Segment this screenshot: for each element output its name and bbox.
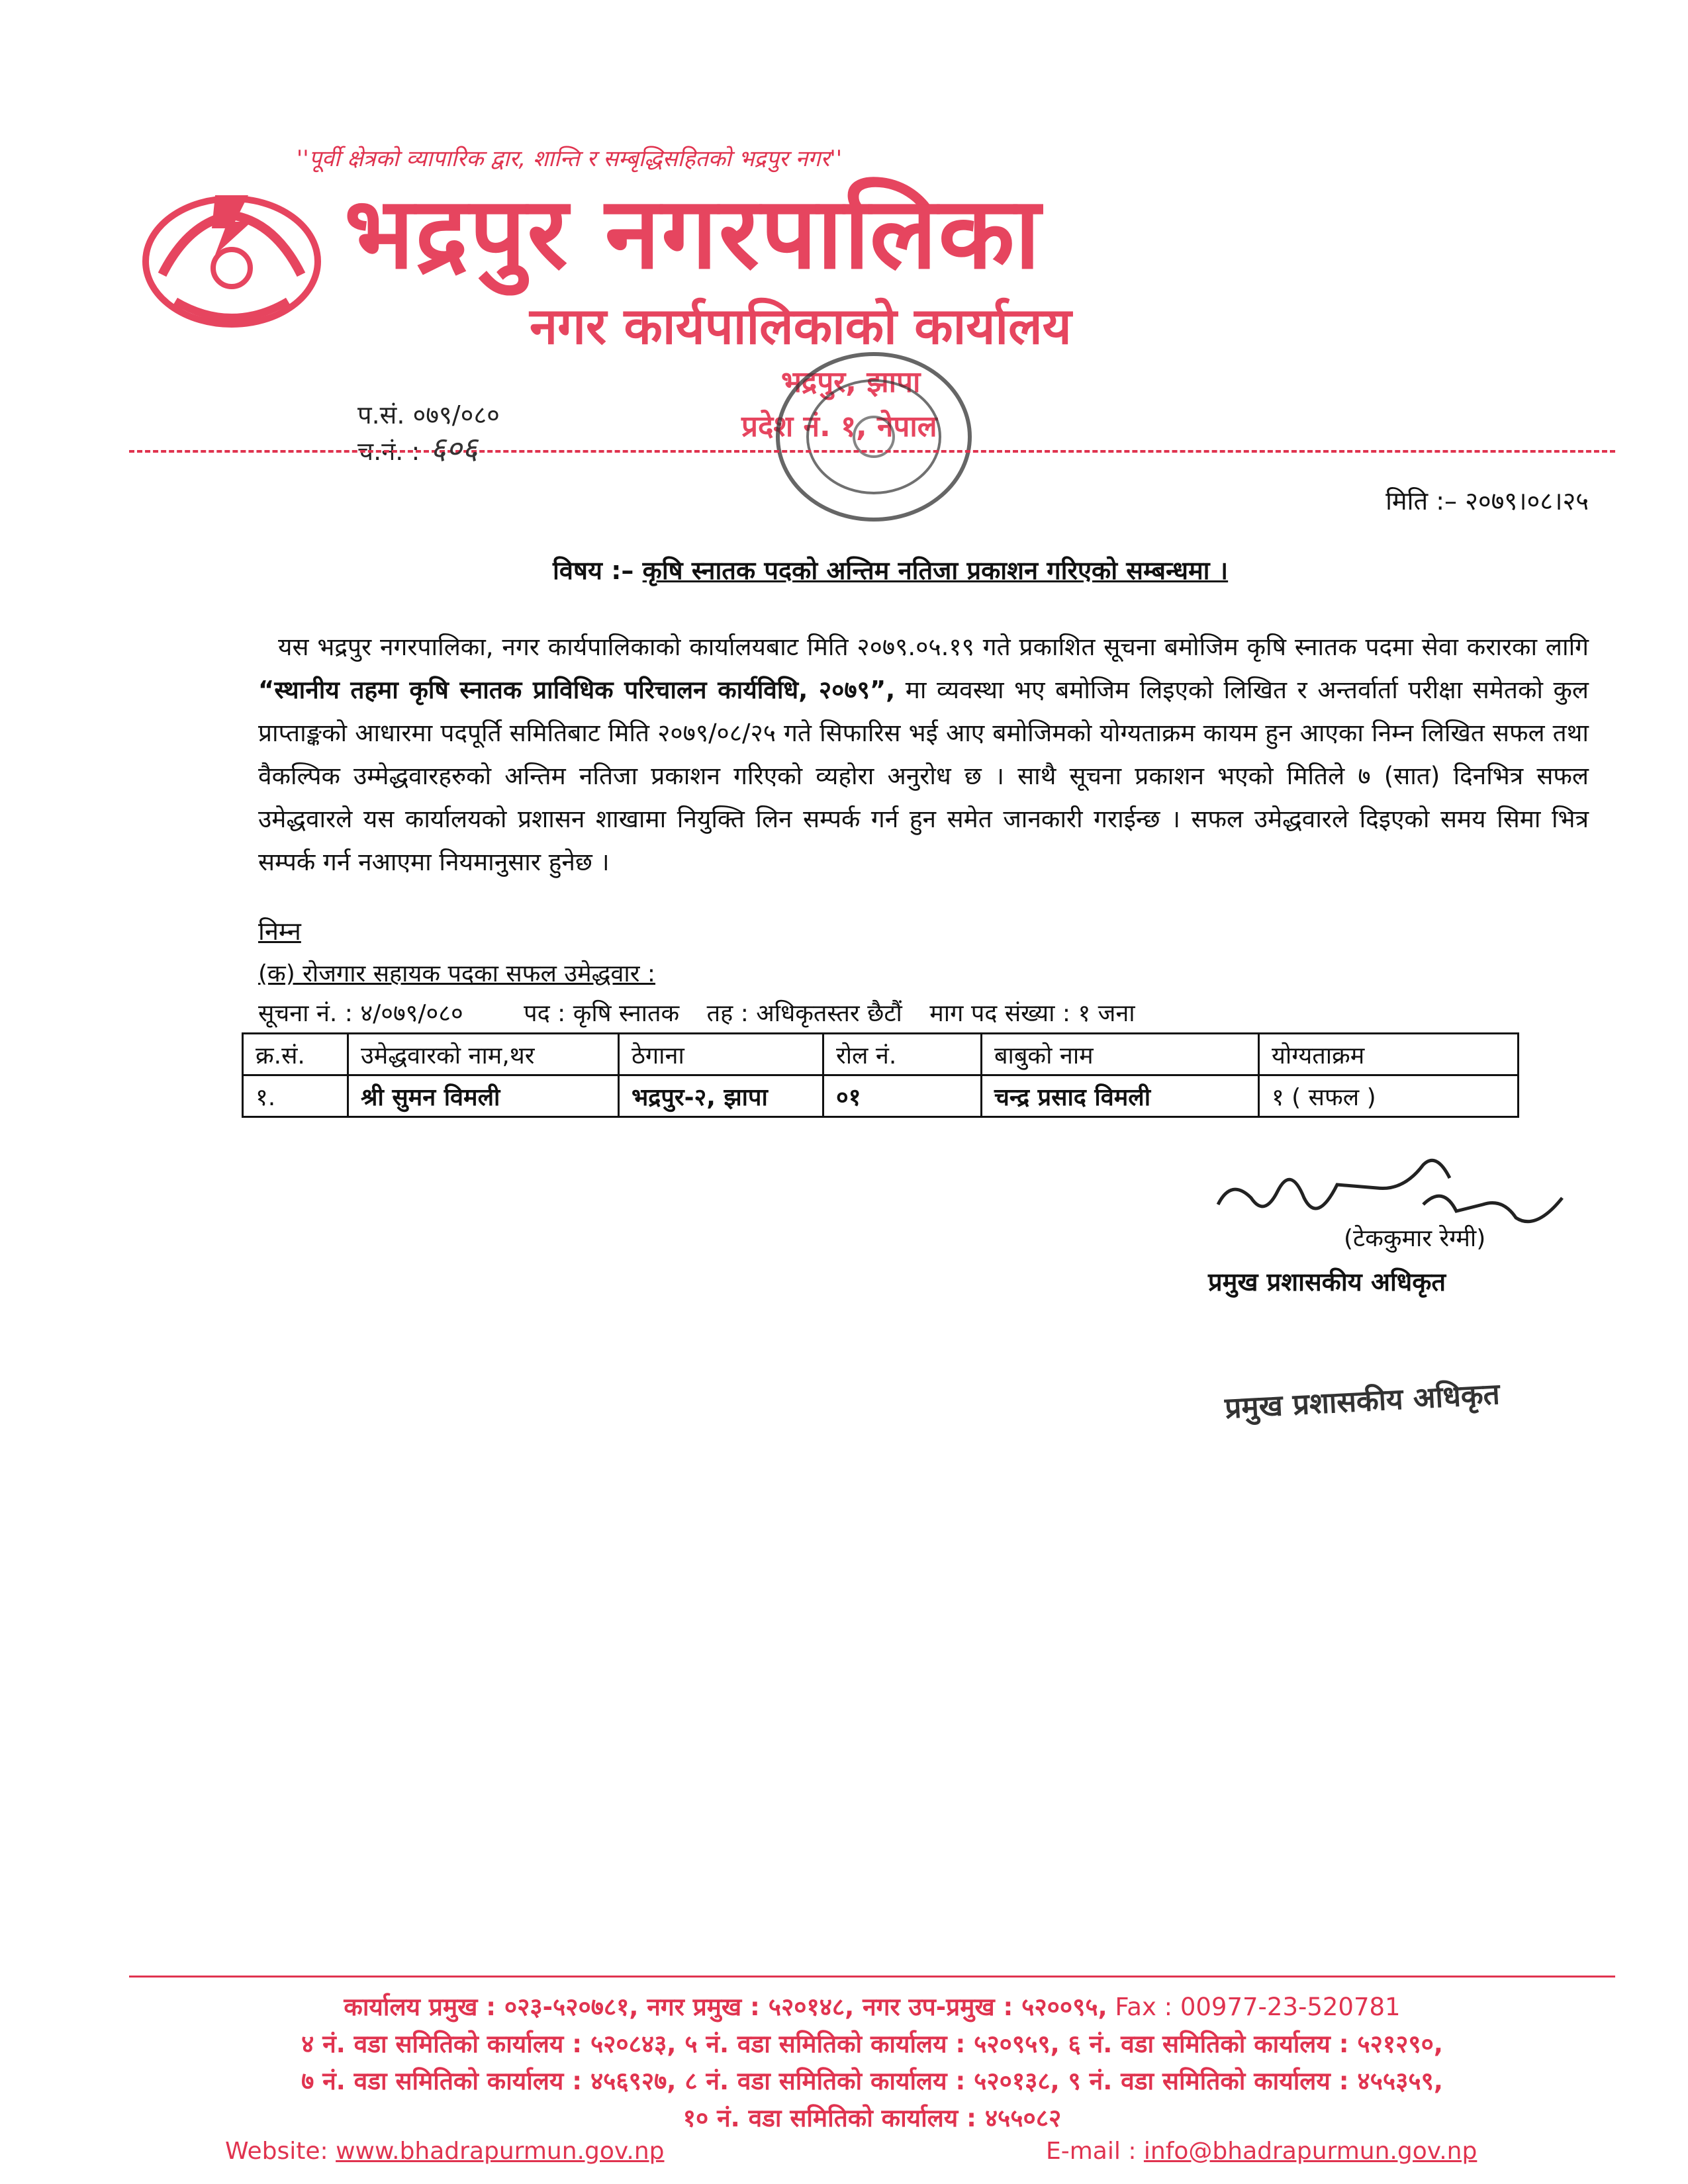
address-line-2: प्रदेश नं. १, नेपाल <box>741 410 937 443</box>
footer-contacts <box>129 1989 1615 2137</box>
header-address: ठेगाना <box>619 1034 823 1075</box>
dispatch-number: ६०६ <box>430 430 478 466</box>
nepal-emblem-icon <box>136 169 328 334</box>
cell-address: भद्रपुर-२, झापा <box>619 1075 823 1117</box>
subject-label: विषय :– <box>553 556 634 585</box>
table-header-row <box>243 1034 1519 1075</box>
municipality-title: भद्रपुर नगरपालिका <box>344 176 1042 291</box>
footer-divider <box>129 1976 1615 1978</box>
notice-info <box>258 996 1188 1028</box>
header-serial: क्र.सं. <box>243 1034 348 1075</box>
office-subtitle: नगर कार्यपालिकाको कार्यालय <box>530 296 1072 355</box>
footer-office-phones: कार्यालय प्रमुख : ०२३-५२०७८१, नगर प्रमुख : ५२०१४८, नगर उप-प्रमुख : ५२००९५, <box>344 1993 1107 2021</box>
subject-text: कृषि स्नातक पदको अन्तिम नतिजा प्रकाशन गरिएको सम्बन्धमा । <box>642 556 1229 585</box>
header-divider <box>129 450 1615 453</box>
notice-positions: माग पद संख्या : १ जना <box>929 1000 1135 1027</box>
table-row <box>243 1075 1519 1117</box>
letterhead-motto: ''पूर्वी क्षेत्रको व्यापारिक द्वार, शान्ति र सम्बृद्धिसहितको भद्रपुर नगर'' <box>296 146 843 172</box>
designation-stamp: प्रमुख प्रशासकीय अधिकृत <box>1224 1377 1501 1426</box>
email-link[interactable]: info@bhadrapurmun.gov.np <box>1143 2138 1477 2165</box>
section-title: (क) रोजगार सहायक पदका सफल उमेद्धवार : <box>258 960 656 987</box>
address-line-1: भद्रपुर, झापा <box>781 365 921 399</box>
list-heading: निम्न <box>258 917 301 946</box>
body-part-2: मा व्यवस्था भए बमोजिम लिइएको लिखित र अन्तर्वार्ता परीक्षा समेतको कुल प्राप्ताङ्कको आधारमा पदपूर्ति समितिबाट मिति २०७९/०८/२५ गते सिफारिस भई आए बमोजिमको योग्यताक्रम कायम हुन आएका निम्न लिखित सफल तथा वैकल्पिक उम्मेद्धवारहरुको अन्तिम नतिजा प्रकाशन गरिएको व्यहोरा अनुरोध छ । साथै सूचना प्रकाशन भएको मितिले ७ (सात) दिनभित्र सफल उमेद्धवारले यस कार्यालयको प्रशासन शाखामा नियुक्ति लिन सम्पर्क गर्न हुन समेत जानकारी गराईन्छ । सफल उमेद्धवारले दिइएको समय सिमा भित्र सम्पर्क गर्न नआएमा नियमानुसार हुनेछ । <box>258 676 1589 876</box>
footer-line-3: ७ नं. वडा समितिको कार्यालय : ४५६९२७, ८ नं. वडा समितिको कार्यालय : ५२०१३८, ९ नं. वडा समितिको कार्यालय : ४५५३५९, <box>301 2067 1443 2095</box>
footer-line-1 <box>129 1989 1615 2026</box>
header-father-name: बाबुको नाम <box>982 1034 1259 1075</box>
body-part-1: यस भद्रपुर नगरपालिका, नगर कार्यपालिकाको कार्यालयबाट मिति २०७९.०५.१९ गते प्रकाशित सूचना बमोजिम कृषि स्नातक पदमा सेवा करारका लागि <box>278 633 1589 661</box>
website-label: Website: <box>225 2138 328 2165</box>
cell-merit-rank: १ ( सफल ) <box>1259 1075 1519 1117</box>
signatory-title: प्रमुख प्रशासकीय अधिकृत <box>1208 1267 1446 1297</box>
office-seal-icon <box>761 338 986 536</box>
cell-candidate-name: श्री सुमन विमली <box>348 1075 619 1117</box>
notice-level: तह : अधिकृतस्तर छैटौं <box>706 1000 902 1027</box>
results-table <box>242 1032 1519 1118</box>
dispatch-label: च.नं. : <box>357 437 420 466</box>
cell-serial: १. <box>243 1075 348 1117</box>
cell-father-name: चन्द्र प्रसाद विमली <box>982 1075 1259 1117</box>
footer-fax: Fax : 00977-23-520781 <box>1107 1993 1401 2021</box>
signatory-name: (टेककुमार रेग्मी) <box>1344 1225 1486 1252</box>
letter-date: मिति :– २०७९।०८।२५ <box>1385 486 1589 516</box>
website-link[interactable]: www.bhadrapurmun.gov.np <box>336 2138 665 2165</box>
email-label: E-mail : <box>1046 2138 1137 2165</box>
footer-line-4: १० नं. वडा समितिको कार्यालय : ४५५०८२ <box>682 2104 1062 2132</box>
header-merit-rank: योग्यताक्रम <box>1259 1034 1519 1075</box>
notice-number: सूचना नं. : ४/०७९/०८० <box>258 1000 463 1027</box>
cell-roll-number: ०१ <box>823 1075 982 1117</box>
body-bold-title: “स्थानीय तहमा कृषि स्नातक प्राविधिक परिचालन कार्यविधि, २०७९”, <box>258 676 896 704</box>
body-paragraph <box>258 625 1589 884</box>
fiscal-year-ref: प.सं. ०७९/०८० <box>357 400 500 430</box>
footer-line-2: ४ नं. वडा समितिको कार्यालय : ५२०८४३, ५ नं. वडा समितिको कार्यालय : ५२०९५९, ६ नं. वडा समितिको कार्यालय : ५२१२९०, <box>301 2030 1443 2058</box>
notice-post: पद : कृषि स्नातक <box>524 1000 680 1027</box>
footer-website <box>225 2138 664 2165</box>
footer-email <box>1046 2138 1477 2165</box>
header-roll-number: रोल नं. <box>823 1034 982 1075</box>
header-candidate-name: उमेद्धवारको नाम,थर <box>348 1034 619 1075</box>
subject-line <box>553 553 1228 587</box>
